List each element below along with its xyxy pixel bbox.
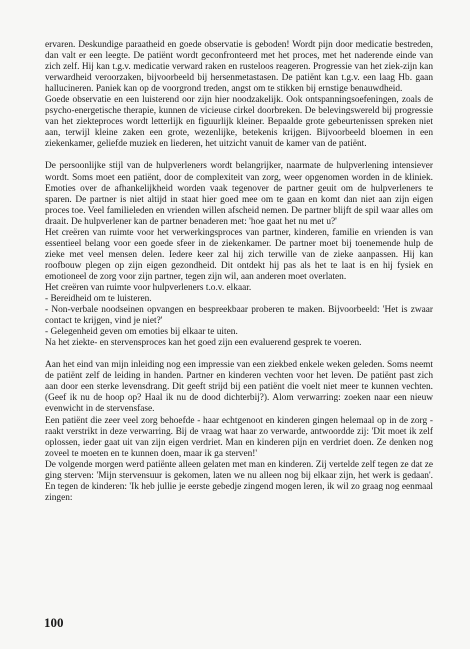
paragraph-gap (45, 349, 433, 360)
paragraph: Het creëren van ruimte voor hulpverleners t.o.v. elkaar. (45, 282, 252, 293)
page-number: 100 (44, 615, 64, 630)
list-item: - Non-verbale noodseinen opvangen en bespreekbaar proberen te maken. Bijvoorbeeld: 'Het is zwaar contact te krijgen, vind je niet?' (45, 305, 433, 327)
paragraph: Aan het eind van mijn inleiding nog een impressie van een ziekbed enkele weken geleden. Soms neemt de patiënt zelf de leiding in handen. Partner en kinderen vechten voor het leven. De patiënt past zich aan door een sterke levensdrang. Dit geeft strijd bij een patiënt die voelt niet meer te kunnen vechten. (Geef ik nu de hoop op? Haal ik nu de dood dichterbij?). Alom verwarring: zoeken naar een nieuw evenwicht in de stervensfase. (45, 360, 433, 415)
paragraph: De volgende morgen werd patiënte alleen gelaten met man en kinderen. Zij vertelde zelf tegen ze dat ze ging sterven: 'Mijn stervensuur is gekomen, laten we nu alleen nog bij elkaar zijn, het werk is gedaan'. En tegen de kinderen: 'Ik heb jullie je eerste gebedje zingend mogen leren, ik wil zo graag nog eenmaal zingen: (45, 459, 433, 503)
paragraph: Na het ziekte- en stervensproces kan het goed zijn een evaluerend gesprek te voeren. (45, 338, 362, 349)
paragraph: Het creëren van ruimte voor het verwerkingsproces van partner, kinderen, familie en vrienden is van essentieel belang voor een goede sfeer in de ziekenkamer. De partner moet bij toenemende hulp de zieke met veel mensen delen. Iedere keer zal hij zich terwille van de zieke aanpassen. Hij kan roofbouw plegen op zijn eigen gezondheid. Dit ontdekt hij pas als het te laat is en hij fysiek en emotioneel de zorg voor zijn partner, tegen zijn wil, aan anderen moet overlaten. (45, 227, 433, 282)
body-text (45, 40, 433, 504)
list-item: - Bereidheid om te luisteren. (45, 294, 152, 305)
list-item: - Gelegenheid geven om emoties bij elkaar te uiten. (45, 327, 238, 338)
paragraph: ervaren. Deskundige paraatheid en goede observatie is geboden! Wordt pijn door medicatie bestreden, dan valt er een leegte. De patiënt wordt geconfronteerd met het proces, met het naderende einde van zich zelf. Hij kan t.g.v. medicatie verward raken en rusteloos reageren. Progressie van het ziek-zijn kan verwardheid veroorzaken, bijvoorbeeld bij hersenmetastasen. De patiënt kan t.g.v. een laag Hb. gaan hallucineren. Paniek kan op de voorgrond treden, angst om te stikken bij ernstige benauwdheid. (45, 40, 433, 95)
paragraph: Een patiënt die zeer veel zorg behoefde - haar echtgenoot en kinderen gingen helemaal op in de zorg - raakt verstrikt in deze verwarring. Bij de vraag wat haar zo verwarde, antwoordde zij: 'Dit moet ik zelf oplossen, ieder gaat uit van zijn eigen verdriet. Man en kinderen pijn en verdriet doen. Ze denken nog zoveel te moeten en te kunnen doen, maar ik ga sterven!' (45, 415, 433, 459)
paragraph: Goede observatie en een luisterend oor zijn hier noodzakelijk. Ook ontspanningsoefeningen, zoals de psycho-energetische therapie, kunnen de vicieuse cirkel doorbreken. De belevingswereld bij progressie van het ziekteproces wordt letterlijk en figuurlijk kleiner. Bepaalde grote gebeurtenissen spreken niet aan, terwijl kleine zaken een grote, wezenlijke, betekenis krijgen. Bijvoorbeeld bloemen in een ziekenkamer, geliefde muziek en liederen, het uitzicht vanuit de kamer van de patiënt. (45, 95, 433, 150)
paragraph: De persoonlijke stijl van de hulpverleners wordt belangrijker, naarmate de hulpverlening intensiever wordt. Soms moet een patiënt, door de complexiteit van zorg, weer opgenomen worden in de kliniek. Emoties over de afhankelijkheid worden vaak tegenover de partner geuit om de hulpverleners te sparen. De partner is niet altijd in staat hier goed mee om te gaan en komt dan niet aan zijn eigen proces toe. Veel familieleden en vrienden willen afscheid nemen. De partner blijft de spil waar alles om draait. De hulpverlener kan de partner benaderen met: 'hoe gaat het nu met u?' (45, 161, 433, 227)
paragraph-gap (45, 150, 433, 161)
